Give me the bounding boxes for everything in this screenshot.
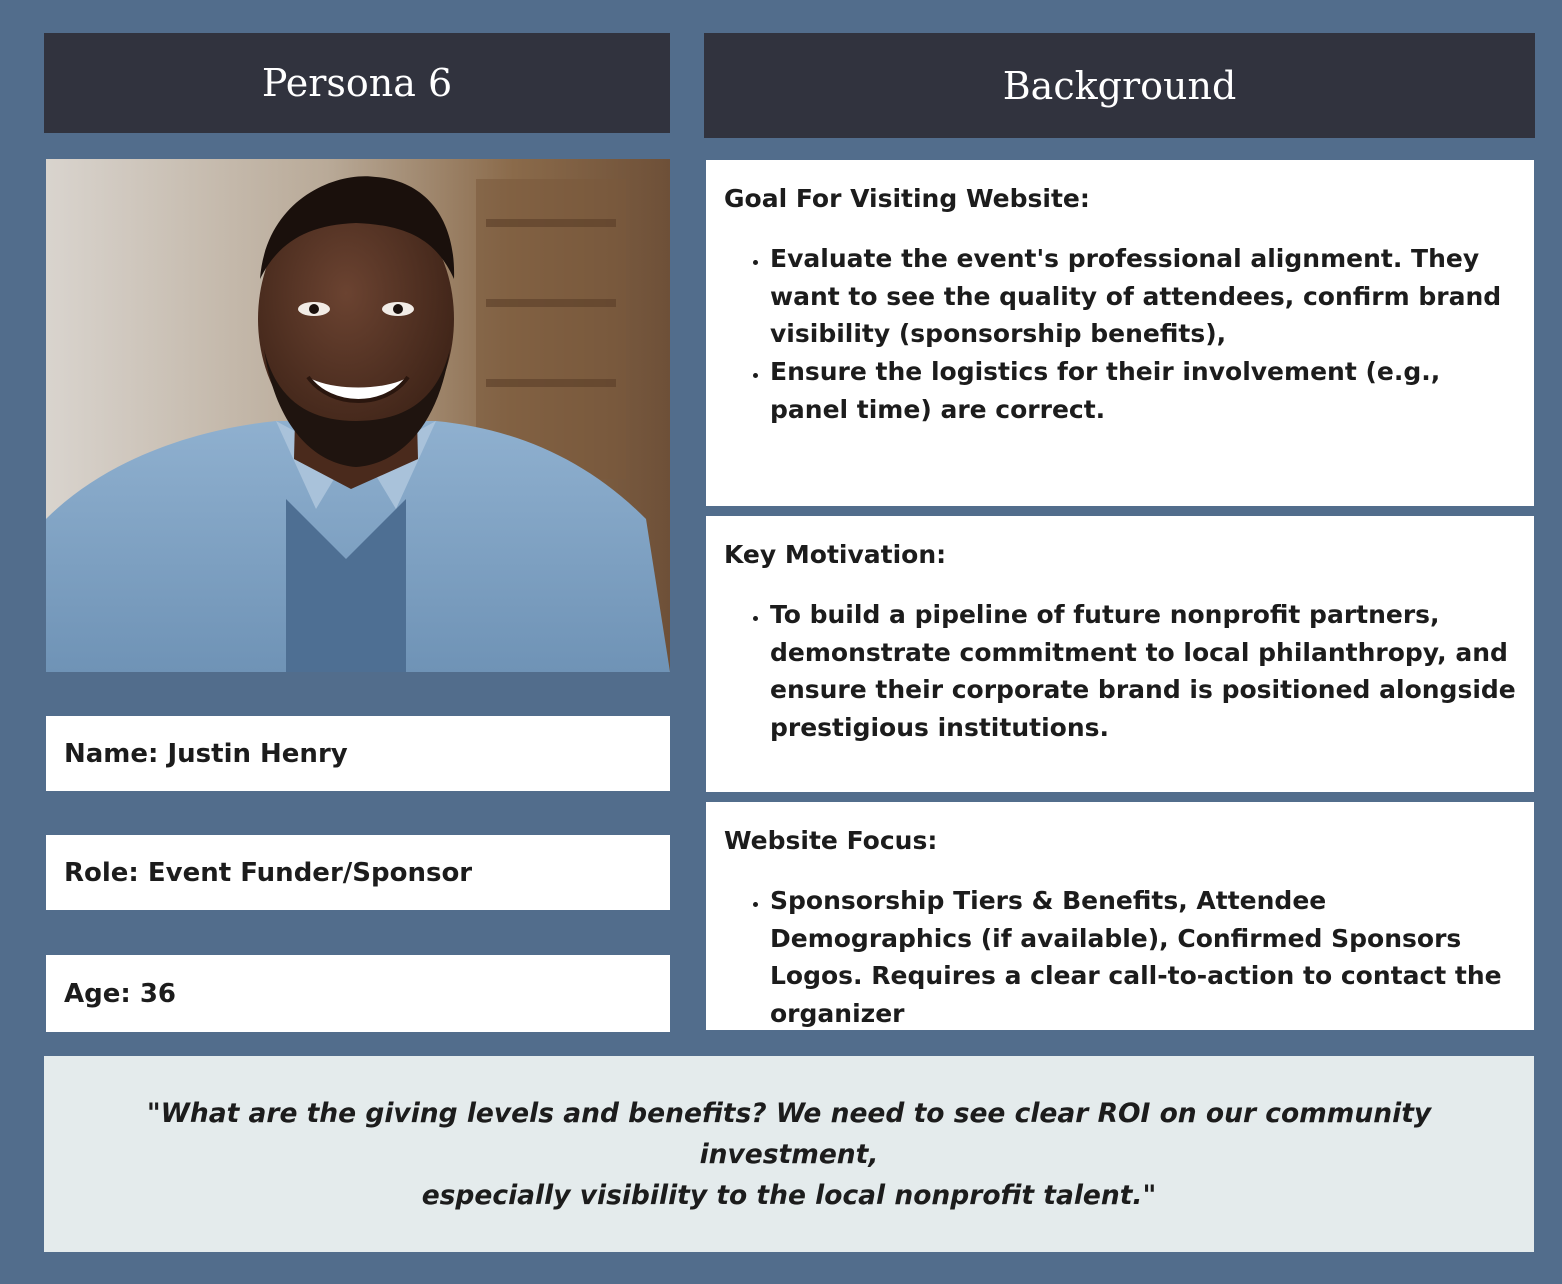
focus-card <box>706 802 1534 1030</box>
quote-box <box>44 1056 1534 1252</box>
name-field: Name: Justin Henry <box>46 716 670 791</box>
motivation-bullet: • To build a pipeline of future nonprofit partners, demonstrate commitment to local philanthropy, and ensure their corporate brand is positioned alongside prestigious institutions. <box>770 596 1516 747</box>
goal-bullet: • Evaluate the event's professional alignment. They want to see the quality of attendees, confirm brand visibility (sponsorship benefits), <box>770 240 1516 353</box>
focus-title: Website Focus: <box>724 826 938 855</box>
persona-photo <box>46 159 670 672</box>
goal-list <box>724 240 1516 429</box>
age-field: Age: 36 <box>46 955 670 1032</box>
motivation-card <box>706 516 1534 792</box>
focus-list <box>724 882 1516 1033</box>
role-field: Role: Event Funder/Sponsor <box>46 835 670 910</box>
motivation-list <box>724 596 1516 747</box>
motivation-title: Key Motivation: <box>724 540 947 569</box>
background-title: Background <box>704 33 1535 138</box>
goal-card <box>706 160 1534 506</box>
persona-quote: "What are the giving levels and benefits? We need to see clear ROI on our community investment, especially visibility to the local nonprofit talent." <box>146 1097 1432 1211</box>
goal-bullet: • Ensure the logistics for their involvement (e.g., panel time) are correct. <box>770 353 1516 428</box>
persona-title: Persona 6 <box>44 33 670 133</box>
goal-title: Goal For Visiting Website: <box>724 184 1090 213</box>
focus-bullet: • Sponsorship Tiers & Benefits, Attendee Demographics (if available), Confirmed Sponsors Logos. Requires a clear call-to-action to contact the organizer <box>770 882 1516 1033</box>
